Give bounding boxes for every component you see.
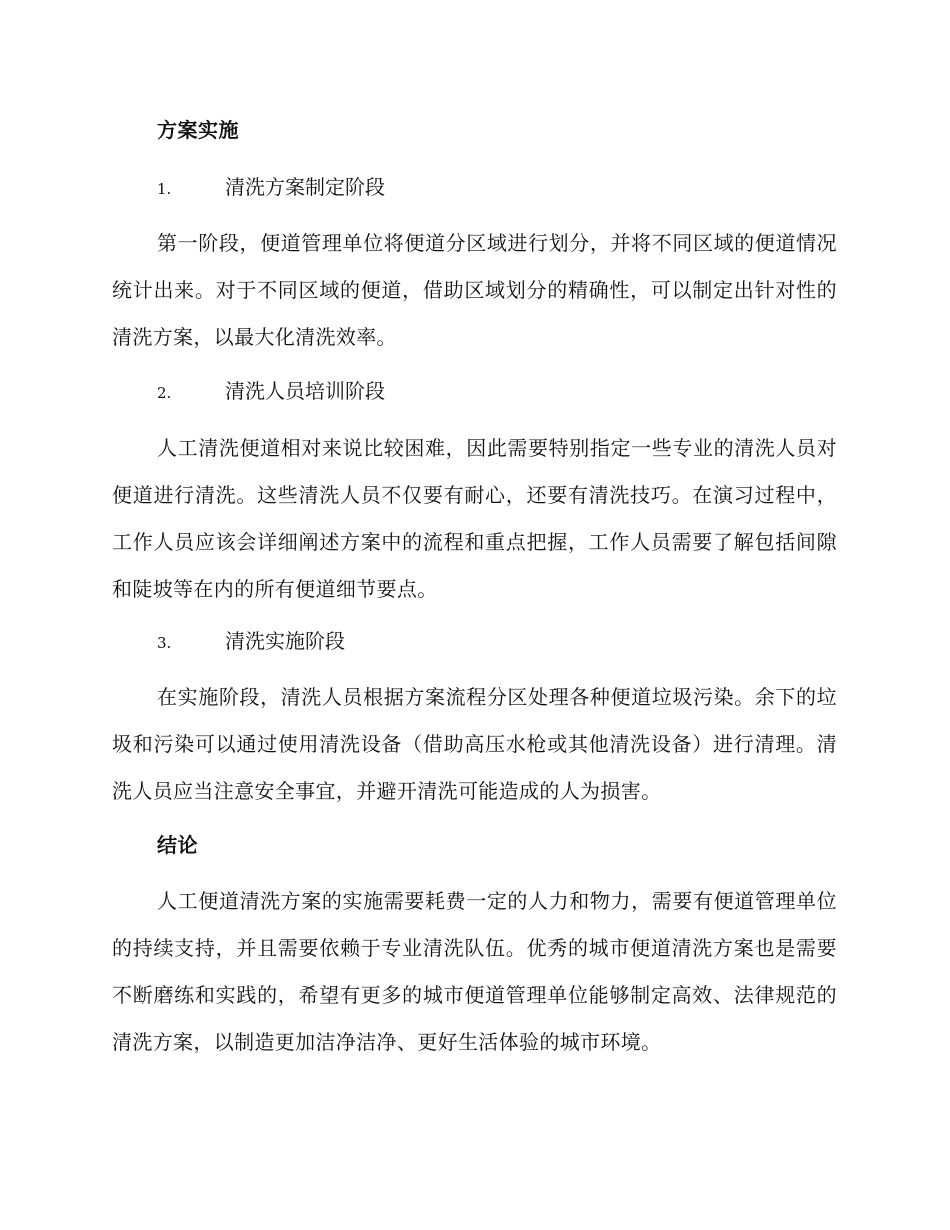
section-heading-implementation: 方案实施 <box>157 118 239 142</box>
conclusion-paragraph: 人工便道清洗方案的实施需要耗费一定的人力和物力，需要有便道管理单位的持续支持，并且需要依赖于专业清洗队伍。优秀的城市便道清洗方案也是需要不断磨练和实践的，希望有更多的城市便道管理单位能够制定高效、法律规范的清洗方案，以制造更加洁净洁净、更好生活体验的城市环境。 <box>112 889 837 1054</box>
step-2-paragraph: 人工清洗便道相对来说比较困难，因此需要特别指定一些专业的清洗人员对便道进行清洗。这些清洗人员不仅要有耐心，还要有清洗技巧。在演习过程中，工作人员应该会详细阐述方案中的流程和重点把握，工作人员需要了解包括间隙和陡坡等在内的所有便道细节要点。 <box>112 436 837 601</box>
step-1-title: 清洗方案制定阶段 <box>225 175 385 199</box>
step-3-title: 清洗实施阶段 <box>225 629 345 653</box>
step-1-heading <box>157 174 385 202</box>
step-2-heading <box>157 378 385 406</box>
step-2-number: 2. <box>157 384 172 402</box>
step-3-number: 3. <box>157 634 172 652</box>
step-1-paragraph: 第一阶段，便道管理单位将便道分区域进行划分，并将不同区域的便道情况统计出来。对于不同区域的便道，借助区域划分的精确性，可以制定出针对性的清洗方案，以最大化清洗效率。 <box>112 231 837 349</box>
section-heading-conclusion: 结论 <box>157 833 198 857</box>
step-1-number: 1. <box>157 180 172 198</box>
step-3-paragraph: 在实施阶段，清洗人员根据方案流程分区处理各种便道垃圾污染。余下的垃圾和污染可以通过使用清洗设备（借助高压水枪或其他清洗设备）进行清理。清洗人员应当注意安全事宜，并避开清洗可能造成的人为损害。 <box>112 685 837 803</box>
step-2-title: 清洗人员培训阶段 <box>225 379 385 403</box>
step-3-heading <box>157 628 345 656</box>
